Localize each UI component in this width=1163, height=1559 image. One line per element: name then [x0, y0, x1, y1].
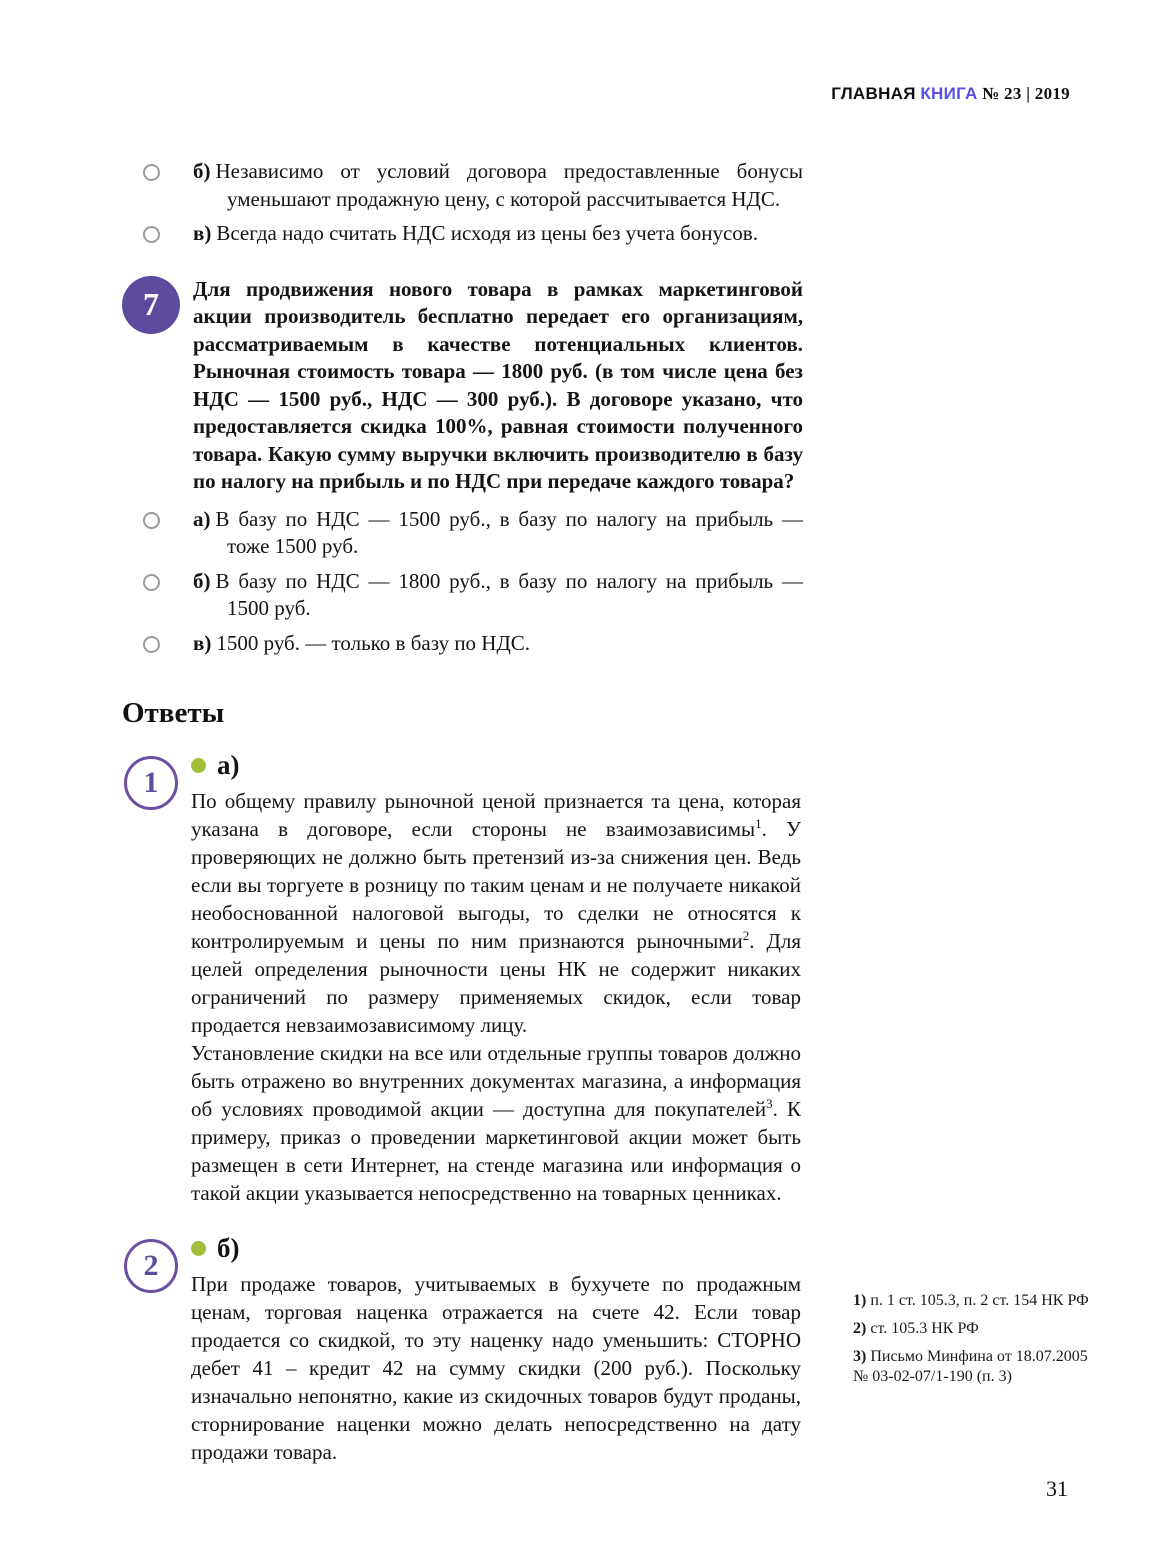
answer-letter-row — [191, 1235, 801, 1262]
footnote-ref: 2 — [742, 928, 750, 943]
page-number: 31 — [1046, 1476, 1068, 1501]
answer-number: 2 — [143, 1249, 159, 1282]
footnote-item — [853, 1291, 1091, 1311]
answer-block — [122, 750, 803, 1207]
paragraph-text: . К примеру, приказ о проведении маркетинговой акции может быть размещен в сети Интернет, на стенде магазина или информация о такой акции указывается непосредственно на товарных ценниках. — [191, 1097, 801, 1205]
page-header — [831, 84, 1070, 104]
question-text: Для продвижения нового товара в рамках маркетинговой акции производитель бесплатно передает его организациям, рассматриваемым в качестве потенциальных клиентов. Рыночная стоимость товара — 1800 руб. (в том числе цена без НДС — 1500 руб., НДС — 300 руб.). В договоре указано, что предоставляется скидка 100%, равная стоимости полученного товара. Какую сумму выручки включить производителю в базу по налогу на прибыль и по НДС при передаче каждого товара? — [193, 276, 803, 493]
option-body: 1500 руб. — только в базу по НДС. — [216, 630, 531, 655]
option-text — [193, 220, 803, 248]
option-row — [122, 158, 803, 213]
question-number-badge — [122, 276, 180, 334]
answer-block — [122, 1233, 803, 1466]
question-block — [122, 276, 803, 496]
radio-circle-icon — [143, 636, 160, 653]
option-body: Независимо от условий договора предоставленные бонусы уменьшают продажную цену, с которой рассчитывается НДС. — [215, 159, 803, 211]
issue-number: № 23 | 2019 — [982, 84, 1070, 103]
option-row — [122, 630, 803, 658]
green-bullet-icon — [191, 758, 206, 773]
option-text — [193, 506, 803, 561]
green-bullet-icon — [191, 1241, 206, 1256]
option-letter: б) — [193, 568, 211, 593]
option-body: Всегда надо считать НДС исходя из цены без учета бонусов. — [216, 221, 758, 245]
footnote-text: п. 1 ст. 105.3, п. 2 ст. 154 НК РФ — [870, 1292, 1089, 1309]
answer-letter: а) — [217, 750, 240, 780]
footnote-item — [853, 1347, 1091, 1387]
option-letter: а) — [193, 506, 211, 531]
radio-circle-icon — [143, 512, 160, 529]
answer-body — [191, 1233, 801, 1466]
option-row — [122, 506, 803, 561]
answer-paragraph — [191, 787, 801, 1039]
main-column — [122, 158, 803, 1492]
option-body: В базу по НДС — 1500 руб., в базу по налогу на прибыль — тоже 1500 руб. — [215, 506, 803, 558]
brand-name-second: КНИГА — [920, 84, 978, 103]
footnote-label: 3) — [853, 1348, 867, 1365]
answer-letter: б) — [217, 1233, 240, 1263]
option-letter: в) — [193, 630, 212, 655]
paragraph-text: По общему правилу рыночной ценой признается та цена, которая указана в договоре, если стороны не взаимозависимы — [191, 789, 801, 841]
answer-letter-row — [191, 752, 801, 779]
answer-number-circle — [124, 756, 178, 810]
option-letter: б) — [193, 159, 211, 183]
radio-circle-icon — [143, 164, 160, 181]
option-text — [193, 158, 803, 213]
answer-paragraph — [191, 1039, 801, 1207]
footnote-ref: 1 — [755, 816, 762, 831]
radio-circle-icon — [143, 574, 160, 591]
answer-number-circle — [124, 1239, 178, 1293]
option-text — [193, 568, 803, 623]
paragraph-text: . У проверяющих не должно быть претензий из-за снижения цен. Ведь если вы торгуете в розницу по таким ценам и не получаете никакой необоснованной налоговой выгоды, то сделки не относятся к контролируемым и цены по ним признаются рыночными — [191, 817, 801, 953]
answer-paragraph: При продаже товаров, учитываемых в бухучете по продажным ценам, торговая наценка отражается на счете 42. Если товар продается со скидкой, то эту наценку надо уменьшить: СТОРНО дебет 41 – кредит 42 на сумму скидки (200 руб.). Поскольку изначально непонятно, какие из скидочных товаров будут проданы, сторнирование наценки можно делать непосредственно на дату продажи товара. — [191, 1272, 801, 1464]
footnote-text: Письмо Минфина от 18.07.2005 № 03-02-07/1-190 (п. 3) — [853, 1348, 1088, 1385]
paragraph-text: Установление скидки на все или отдельные группы товаров должно быть отражено во внутренних документах магазина, а информация об условиях проводимой акции — доступна для покупателей — [191, 1041, 801, 1121]
option-text — [193, 630, 803, 658]
brand-name-first: ГЛАВНАЯ — [831, 84, 916, 103]
question-number: 7 — [143, 286, 159, 322]
answer-body — [191, 750, 801, 1207]
option-body: В базу по НДС — 1800 руб., в базу по налогу на прибыль — 1500 руб. — [215, 568, 803, 620]
footnote-text: ст. 105.3 НК РФ — [870, 1320, 979, 1337]
answers-heading: Ответы — [122, 697, 225, 729]
option-letter: в) — [193, 221, 212, 245]
footnote-label: 2) — [853, 1320, 867, 1337]
footnote-item — [853, 1319, 1091, 1339]
footnotes-sidebar — [853, 1291, 1091, 1395]
footnote-label: 1) — [853, 1292, 867, 1309]
option-row — [122, 568, 803, 623]
paragraph-text: . Для целей определения рыночности цены НК не содержит никаких ограничений по размеру применяемых скидок, если товар продается невзаимозависимому лицу. — [191, 929, 801, 1037]
answer-number: 1 — [143, 766, 159, 799]
option-row — [122, 220, 803, 248]
radio-circle-icon — [143, 226, 160, 243]
footnote-ref: 3 — [766, 1096, 773, 1111]
